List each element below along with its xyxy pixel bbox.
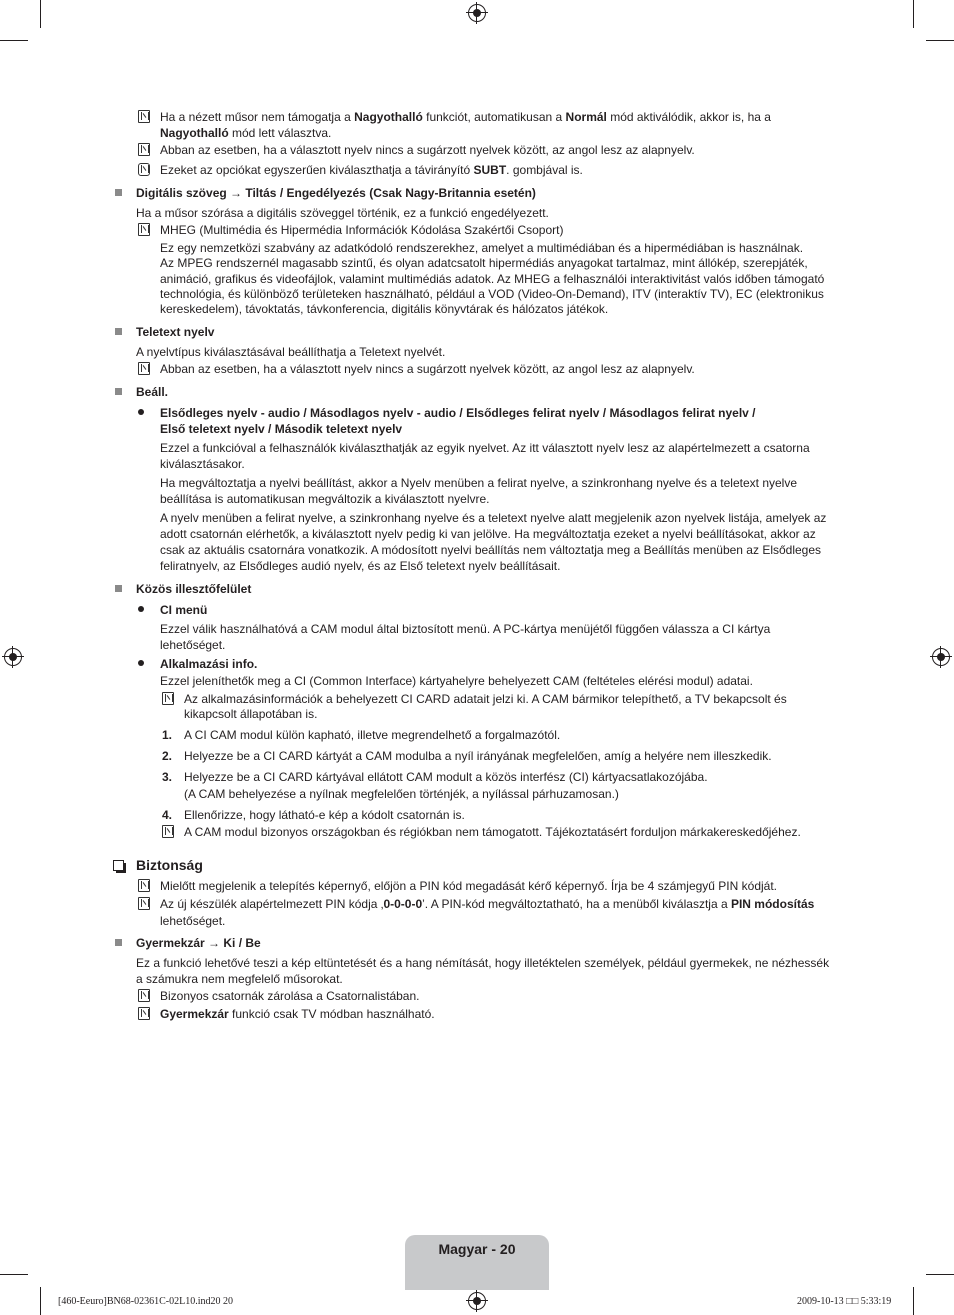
checkbox-icon: [113, 860, 124, 871]
paragraph-line: technológia, és különböző területeken használható, például a VOD (Video-On-Demand), ITV (interaktív TV), EC (elektronikus: [160, 287, 824, 301]
bullet-title: CI menü: [160, 603, 208, 617]
crop-mark: [0, 1274, 28, 1275]
paragraph-line: Ezzel a funkcióval a felhasználók kiválaszthatják az egyik nyelvet. Az itt választott nyelv lesz az alapértelmezett a csatorna: [160, 441, 810, 455]
paragraph-line: feliratnyelv, az Elsődleges audió nyelv, és az Első teletext nyelv beállításait.: [160, 559, 561, 573]
section-heading: Beáll.: [136, 385, 169, 399]
note-icon: [138, 362, 150, 375]
bullet-dot: [138, 606, 144, 612]
step-text: A CI CAM modul külön kapható, illetve megrendelhető a forgalmazótól.: [184, 728, 561, 742]
paragraph-line: a számukra nem megfelelő műsorokat.: [136, 972, 343, 986]
note-icon: [162, 692, 174, 705]
paragraph-line: Ezzel jeleníthetők meg a CI (Common Interface) kártyahelyre behelyezett CAM (feltételes elérési modul) adatai.: [160, 674, 753, 688]
paragraph-line: kiválasztásakor.: [160, 457, 245, 471]
paragraph-line: lehetőséget.: [160, 638, 226, 652]
note-text: kikapcsolt állapotában is.: [184, 707, 318, 721]
registration-mark-icon: [932, 648, 950, 666]
bullet-title: Alkalmazási info.: [160, 657, 258, 671]
note-icon: [138, 1007, 150, 1020]
section-heading: Teletext nyelv: [136, 325, 215, 339]
crop-mark: [926, 40, 954, 41]
section-heading: Közös illesztőfelület: [136, 582, 252, 596]
note-text: Az alkalmazásinformációk a behelyezett CI CARD adatait jelzi ki. A CAM bármikor telepíthető, a TV bekapcsolt és: [184, 692, 787, 706]
note-text: MHEG (Multimédia és Hipermédia Információk Kódolása Szakértői Csoport): [160, 223, 564, 237]
paragraph-line: beállítása is automatikusan megváltozik a kiválasztott nyelvre.: [160, 492, 490, 506]
section-title: Biztonság: [136, 857, 203, 873]
note-icon: [138, 879, 150, 892]
note-text: Bizonyos csatornák zárolása a Csatornalistában.: [160, 989, 420, 1003]
step-text: Helyezze be a CI CARD kártyával ellátott CAM modult a közös interfész (CI) kártyacsatlakozójába.: [184, 770, 708, 784]
step-number: 4.: [162, 808, 173, 822]
step-text: (A CAM behelyezése a nyílnak megfelelően történjék, a nyílással párhuzamosan.): [184, 787, 619, 801]
paragraph-line: Ezzel válik használhatóvá a CAM modul által biztosított menü. A PC-kártya menüjétől függően válassza a CI kártya: [160, 622, 771, 636]
paragraph-line: Ez a funkció lehetővé teszi a kép eltüntetését és a hang némítását, hogy illetéktelen személyek, például gyermekek, ne nézhessék: [136, 956, 830, 970]
note-text: Mielőtt megjelenik a telepítés képernyő, előjön a PIN kód megadását kérő képernyő. Írja be 4 számjegyű PIN kódját.: [160, 879, 777, 893]
crop-mark: [926, 1274, 954, 1275]
note-text: Ha a nézett műsor nem támogatja a Nagyothalló funkciót, automatikusan a Normál mód aktiválódik, akkor is, ha a: [160, 110, 771, 124]
note-text: Az új készülék alapértelmezett PIN kódja ‚0-0-0-0’. A PIN-kód megváltoztatható, ha a menüből kiválasztja a PIN módosítás: [160, 897, 815, 911]
bullet-square: [115, 388, 122, 395]
step-number: 3.: [162, 770, 173, 784]
note-text: Abban az esetben, ha a választott nyelv nincs a sugárzott nyelvek között, az angol lesz az alapnyelv.: [160, 362, 695, 376]
remote-icon: [138, 163, 150, 176]
note-icon: [138, 223, 150, 236]
note-text: lehetőséget.: [160, 914, 226, 928]
paragraph-line: A nyelv menüben a felirat nyelve, a szinkronhang nyelve és a teletext nyelve alatt megjelenik azon nyelvek listája, amelyek az: [160, 511, 827, 525]
bullet-dot: [138, 660, 144, 666]
section-desc: Ha a műsor szórása a digitális szöveggel történik, ez a funkció engedélyezett.: [136, 206, 549, 220]
bullet-square: [115, 939, 122, 946]
note-text: Gyermekzár funkció csak TV módban használható.: [160, 1007, 435, 1021]
registration-mark-icon: [468, 4, 486, 22]
bullet-square: [115, 328, 122, 335]
bullet-title: Első teletext nyelv / Második teletext nyelv: [160, 422, 403, 436]
note-icon: [138, 989, 150, 1002]
paragraph-line: csak az aktuális csatornára vonatkozik. A módosított nyelvi beállítás nem változtatja meg a Beállítás menüben az Elsődleges: [160, 543, 822, 557]
step-text: Helyezze be a CI CARD kártyát a CAM modulba a nyíl irányának megfelelően, amíg a helyére nem illeszkedik.: [184, 749, 772, 763]
step-number: 1.: [162, 728, 173, 742]
crop-mark: [913, 1287, 914, 1315]
note-icon: [138, 110, 150, 123]
section-heading: Digitális szöveg → Tiltás / Engedélyezés (Csak Nagy-Britannia esetén): [136, 186, 536, 200]
paragraph-line: Ha megváltoztatja a nyelvi beállítást, akkor a Nyelv menüben a felirat nyelve, a szinkronhang nyelve és a teletext nyelve: [160, 476, 798, 490]
note-text: A CAM modul bizonyos országokban és régiókban nem támogatott. Tájékoztatásért forduljon márkakereskedőjéhez.: [184, 825, 801, 839]
registration-mark-icon: [4, 648, 22, 666]
paragraph-line: animáció, grafikus és videofájlok, valamint multimédiás adatok. Az MHEG a felhasználói interaktivitást valós időben támogató: [160, 272, 825, 286]
bullet-square: [115, 189, 122, 196]
note-text: Ezeket az opciókat egyszerűen kiválaszthatja a távirányító SUBT. gombjával is.: [160, 163, 583, 177]
crop-mark: [0, 40, 28, 41]
crop-mark: [40, 1287, 41, 1315]
crop-mark: [40, 0, 41, 28]
section-heading: Gyermekzár → Ki / Be: [136, 936, 261, 950]
note-icon: [138, 897, 150, 910]
section-desc: A nyelvtípus kiválasztásával beállíthatja a Teletext nyelvét.: [136, 345, 446, 359]
paragraph-line: Ez egy nemzetközi szabvány az adatkódoló rendszerekhez, amelyet a multimédiában és a hipermédiában is használnak.: [160, 241, 804, 255]
bullet-square: [115, 585, 122, 592]
note-text: Nagyothalló mód lett választva.: [160, 126, 332, 140]
note-text: Abban az esetben, ha a választott nyelv nincs a sugárzott nyelvek között, az angol lesz az alapnyelv.: [160, 143, 695, 157]
step-number: 2.: [162, 749, 173, 763]
crop-mark: [913, 0, 914, 28]
paragraph-line: adott csatornán elérhetők, a kiválasztott nyelv pedig ki van jelölve. Ha megváltoztatja ezeket a nyelvi beállításokat, akkor az: [160, 527, 816, 541]
paragraph-line: kereskedelem), távoktatás, távkonferencia, digitális könyvtárak és hálózatos játékok.: [160, 302, 609, 316]
registration-mark-icon: [468, 1292, 486, 1310]
step-text: Ellenőrizze, hogy látható-e kép a kódolt csatornán is.: [184, 808, 465, 822]
date-info: 2009-10-13 □□ 5:33:19: [797, 1296, 892, 1307]
note-icon: [138, 143, 150, 156]
file-info: [460-Eeuro]BN68-02361C-02L10.ind20 20: [58, 1296, 233, 1307]
note-icon: [162, 825, 174, 838]
bullet-dot: [138, 409, 144, 415]
page-number: Magyar - 20: [438, 1241, 516, 1257]
bullet-title: Elsődleges nyelv - audio / Másodlagos nyelv - audio / Elsődleges felirat nyelv / Másodlagos felirat nyelv /: [160, 406, 756, 420]
paragraph-line: Az MPEG rendszernél magasabb szintű, és olyan adatcsatolt hipermédiás anyagokat tartalmaz, mint állókép, szerepjáték,: [160, 256, 808, 270]
